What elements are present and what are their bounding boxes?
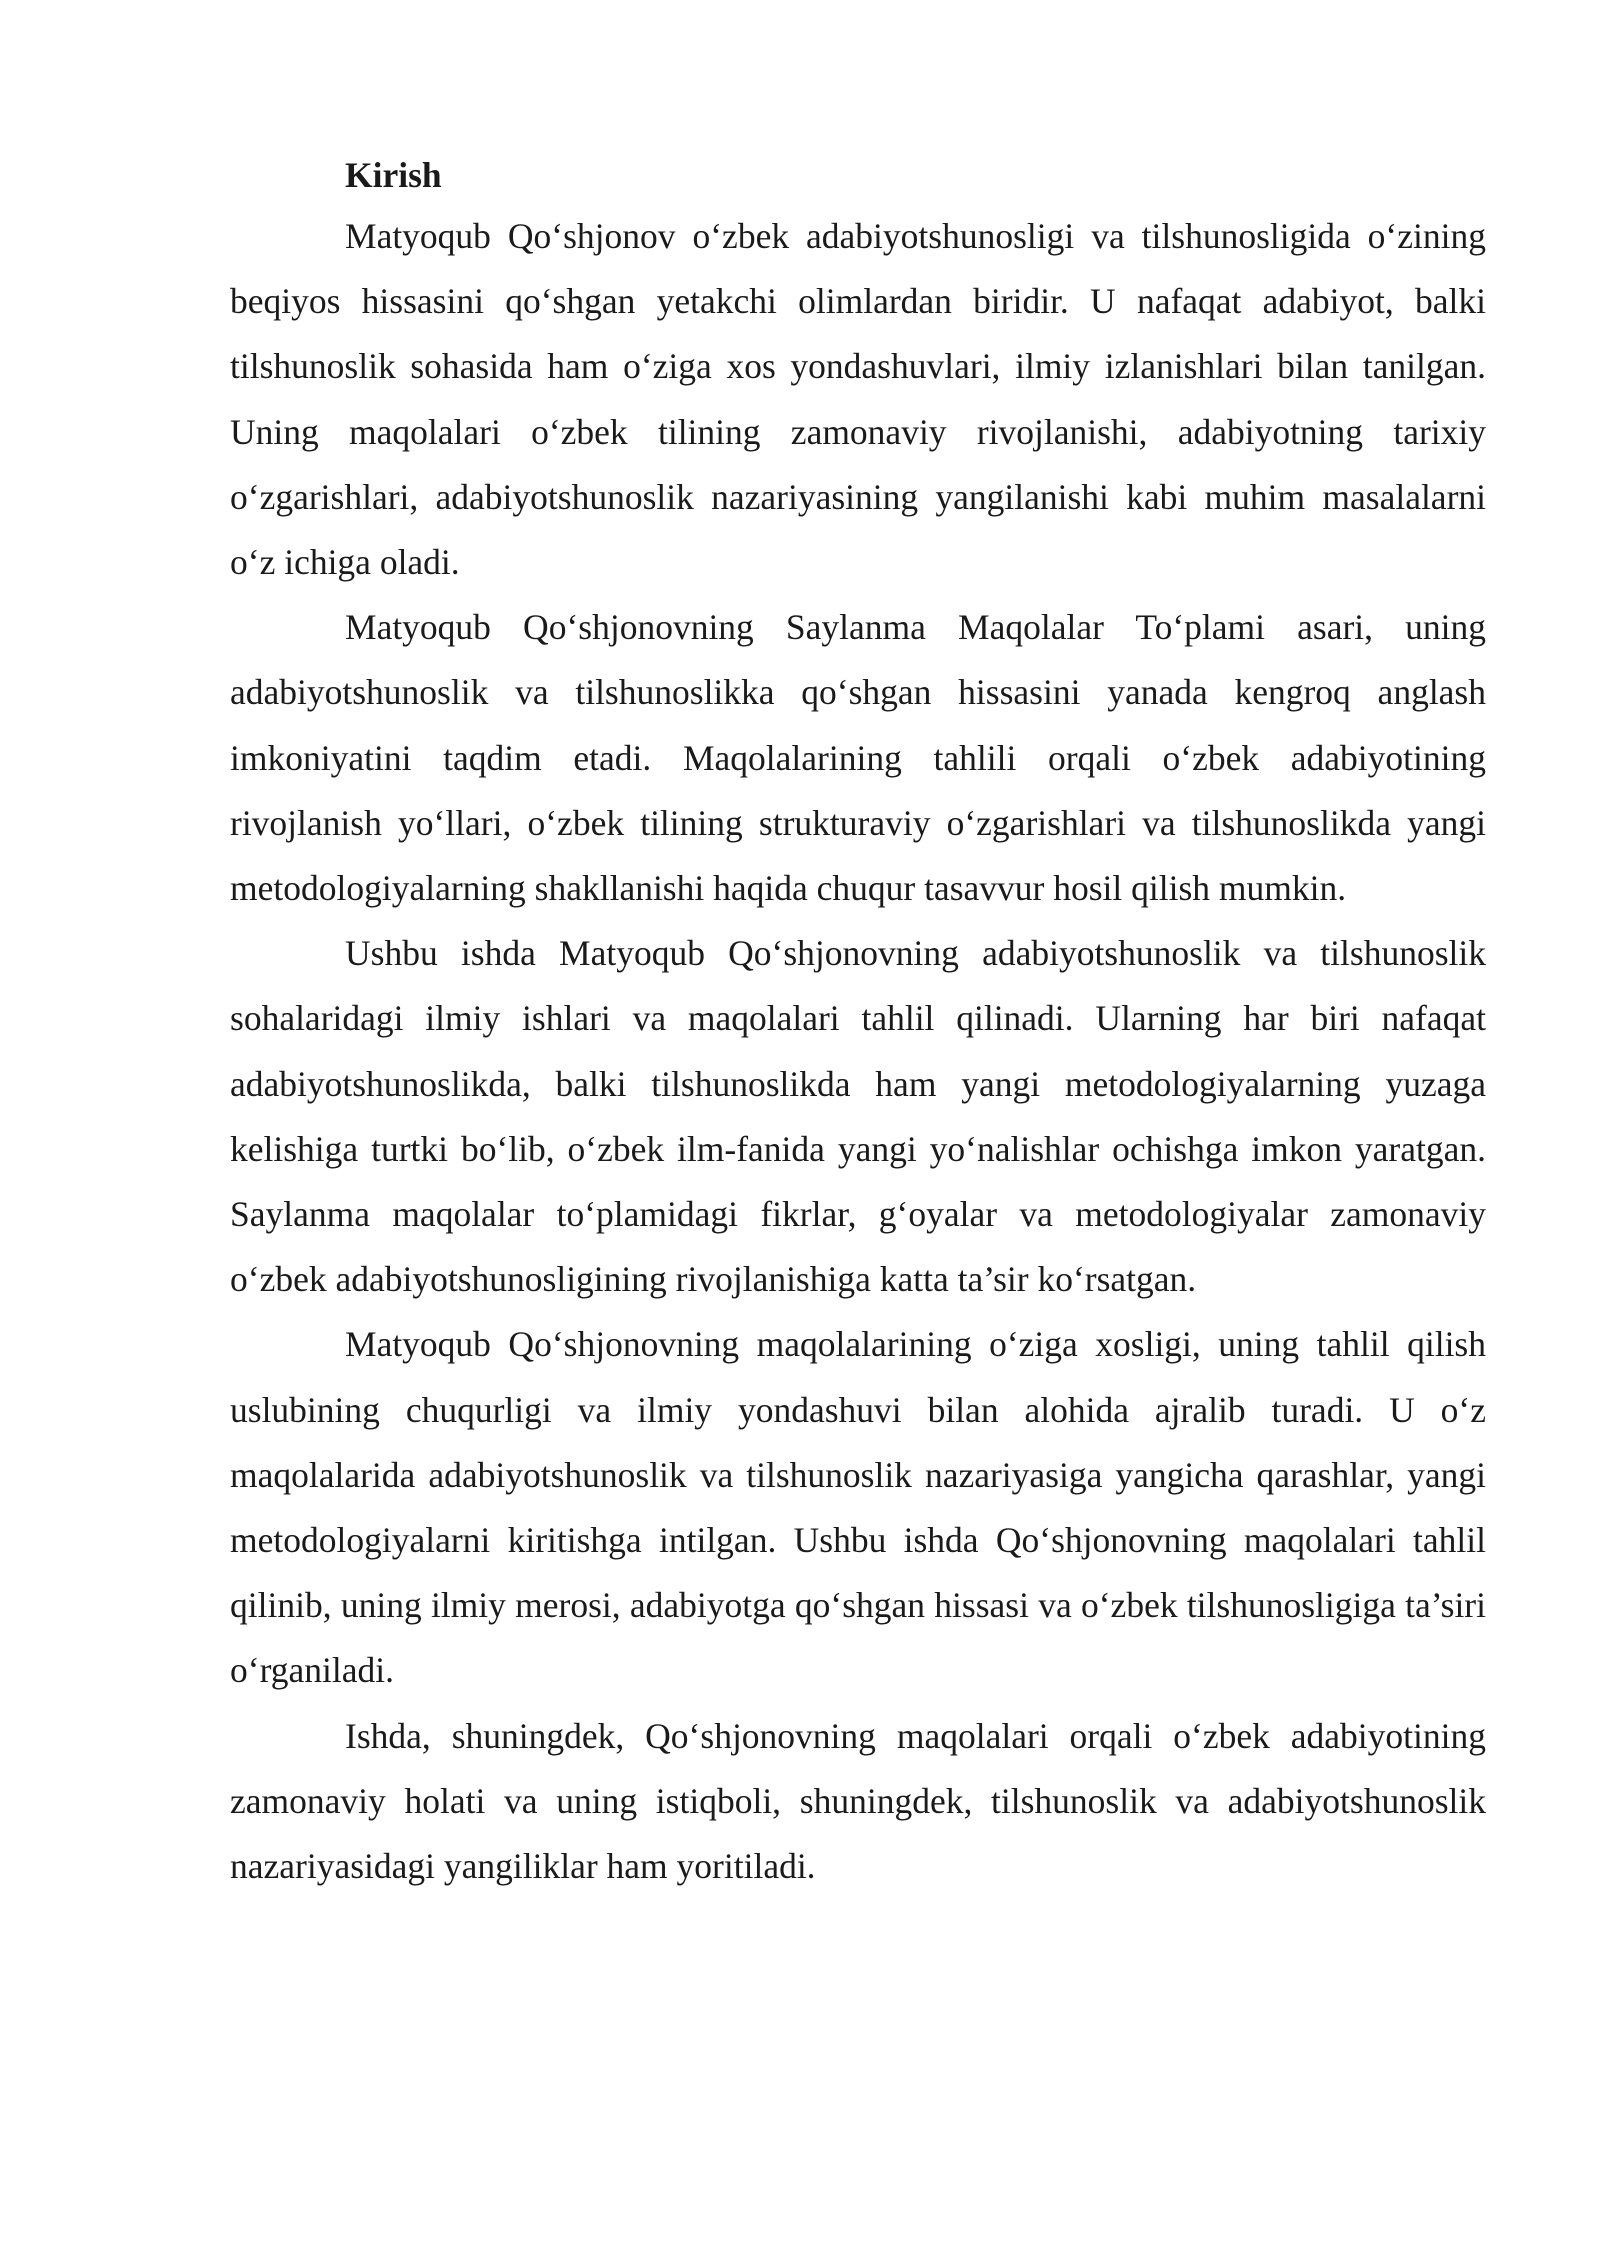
paragraph: Matyoqub Qo‘shjonov o‘zbek adabiyotshunosligi va tilshunosligida o‘zining beqiyos hissasini qo‘shgan yetakchi olimlardan biridir. U nafaqat adabiyot, balki tilshunoslik sohasida ham o‘ziga xos yondashuvlari, ilmiy izlanishlari bilan tanilgan. Uning maqolalari o‘zbek tilining zamonaviy rivojlanishi, adabiyotning tarixiy o‘zgarishlari, adabiyotshunoslik nazariyasining yangilanishi kabi muhim masalalarni o‘z ichiga oladi. (230, 216, 1486, 583)
document-page (230, 146, 1486, 1899)
paragraph: Matyoqub Qo‘shjonovning Saylanma Maqolalar To‘plami asari, uning adabiyotshunoslik va tilshunoslikka qo‘shgan hissasini yanada kengroq anglash imkoniyatini taqdim etadi. Maqolalarining tahlili orqali o‘zbek adabiyotining rivojlanish yo‘llari, o‘zbek tilining strukturaviy o‘zgarishlari va tilshunoslikda yangi metodologiyalarning shakllanishi haqida chuqur tasavvur hosil qilish mumkin. (230, 607, 1486, 909)
paragraph: Ushbu ishda Matyoqub Qo‘shjonovning adabiyotshunoslik va tilshunoslik sohalaridagi ilmiy ishlari va maqolalari tahlil qilinadi. Ularning har biri nafaqat adabiyotshunoslikda, balki tilshunoslikda ham yangi metodologiyalarning yuzaga kelishiga turtki bo‘lib, o‘zbek ilm-fanida yangi yo‘nalishlar ochishga imkon yaratgan. Saylanma maqolalar to‘plamidagi fikrlar, g‘oyalar va metodologiyalar zamonaviy o‘zbek adabiyotshunosligining rivojlanishiga katta ta’sir ko‘rsatgan. (230, 933, 1486, 1300)
paragraph: Matyoqub Qo‘shjonovning maqolalarining o‘ziga xosligi, uning tahlil qilish uslubining chuqurligi va ilmiy yondashuvi bilan alohida ajralib turadi. U o‘z maqolalarida adabiyotshunoslik va tilshunoslik nazariyasiga yangicha qarashlar, yangi metodologiyalarni kiritishga intilgan. Ushbu ishda Qo‘shjonovning maqolalari tahlil qilinib, uning ilmiy merosi, adabiyotga qo‘shgan hissasi va o‘zbek tilshunosligiga ta’siri o‘rganiladi. (230, 1324, 1486, 1691)
section-heading: Kirish (345, 155, 442, 195)
paragraph: Ishda, shuningdek, Qo‘shjonovning maqolalari orqali o‘zbek adabiyotining zamonaviy holati va uning istiqboli, shuningdek, tilshunoslik va adabiyotshunoslik nazariyasidagi yangiliklar ham yoritiladi. (230, 1715, 1486, 1887)
